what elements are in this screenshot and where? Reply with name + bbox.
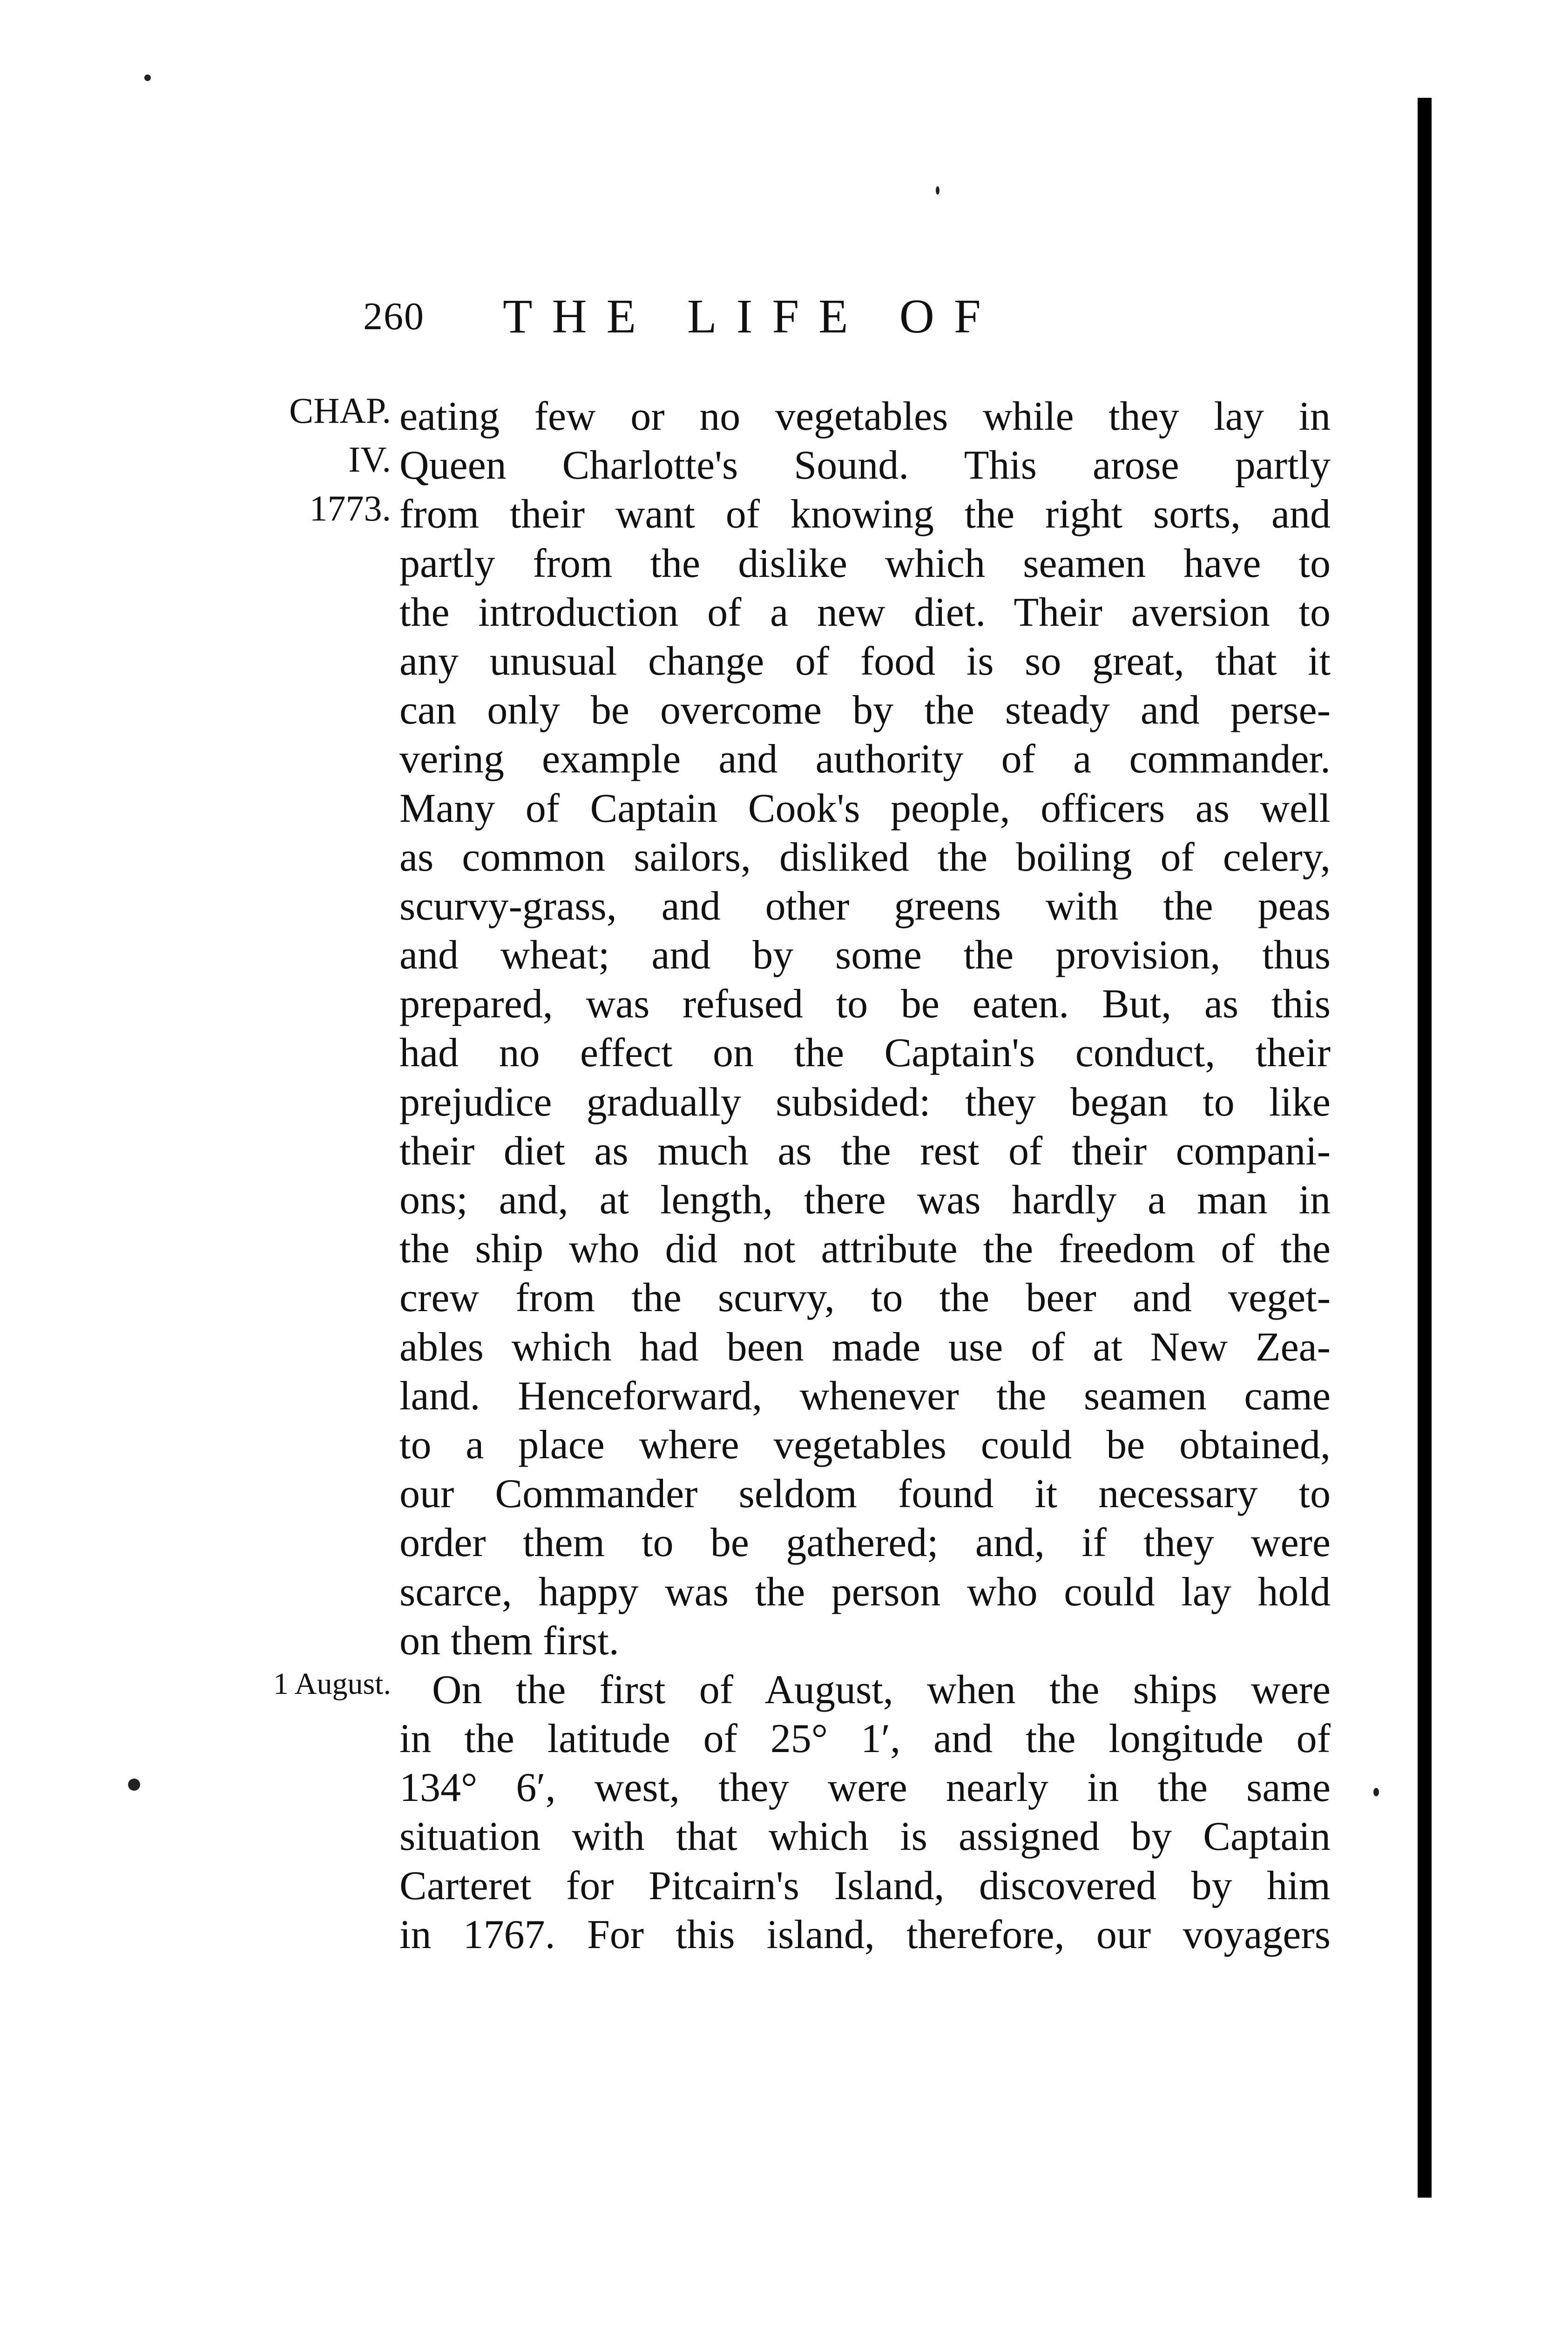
- text-line: vering example and authority of a commander.: [399, 737, 1331, 782]
- text-line: prejudice gradually subsided: they began to like: [399, 1079, 1331, 1125]
- text-line: any unusual change of food is so great, that it: [399, 638, 1331, 684]
- text-line: on them first.: [399, 1618, 619, 1664]
- margin-note-chapter-number: IV.: [348, 439, 391, 480]
- text-line: 134° 6′, west, they were nearly in the same: [399, 1765, 1331, 1811]
- text-line: land. Henceforward, whenever the seamen came: [399, 1373, 1331, 1419]
- text-line: Carteret for Pitcairn's Island, discovered by him: [399, 1863, 1331, 1908]
- text-line: the ship who did not attribute the freedom of the: [399, 1226, 1331, 1272]
- ink-speck: [128, 1779, 140, 1791]
- text-line: situation with that which is assigned by Captain: [399, 1814, 1331, 1860]
- text-line: scurvy-grass, and other greens with the peas: [399, 883, 1331, 929]
- text-line: crew from the scurvy, to the beer and veget-: [399, 1275, 1331, 1321]
- text-line: eating few or no vegetables while they lay in: [399, 394, 1331, 439]
- page-number: 260: [363, 295, 425, 338]
- text-line: order them to be gathered; and, if they were: [399, 1520, 1331, 1566]
- running-head: [363, 289, 1248, 345]
- margin-note-date: 1 August.: [273, 1667, 391, 1701]
- ink-speck: [936, 186, 939, 195]
- text-line: and wheat; and by some the provision, thus: [399, 933, 1331, 978]
- text-line: had no effect on the Captain's conduct, their: [399, 1030, 1331, 1076]
- text-line: our Commander seldom found it necessary to: [399, 1471, 1331, 1517]
- body-text: [399, 392, 1331, 1959]
- text-line: from their want of knowing the right sorts, and: [399, 492, 1331, 537]
- text-line: Many of Captain Cook's people, officers as well: [399, 785, 1331, 831]
- text-line: their diet as much as the rest of their compani-: [399, 1128, 1331, 1174]
- text-line: ons; and, at length, there was hardly a man in: [399, 1178, 1331, 1223]
- text-line: Queen Charlotte's Sound. This arose partly: [399, 443, 1331, 488]
- text-line: in the latitude of 25° 1′, and the longitude of: [399, 1716, 1331, 1762]
- text-line: in 1767. For this island, therefore, our voyagers: [399, 1912, 1331, 1957]
- text-line: the introduction of a new diet. Their aversion to: [399, 589, 1331, 635]
- margin-note-year: 1773.: [309, 488, 391, 528]
- text-line: ables which had been made use of at New Zea-: [399, 1324, 1331, 1370]
- ink-speck: [144, 74, 151, 81]
- text-line: scarce, happy was the person who could lay hold: [399, 1569, 1331, 1615]
- text-line: as common sailors, disliked the boiling of celery,: [399, 834, 1331, 880]
- text-line: prepared, was refused to be eaten. But, as this: [399, 981, 1331, 1027]
- text-line: partly from the dislike which seamen have to: [399, 541, 1331, 586]
- running-title: THE LIFE OF: [503, 290, 1000, 343]
- page-edge-shadow: [1418, 98, 1432, 2198]
- text-line: to a place where vegetables could be obtained,: [399, 1422, 1331, 1468]
- paragraph-start-line: On the first of August, when the ships were: [432, 1667, 1331, 1712]
- text-line: can only be overcome by the steady and perse-: [399, 688, 1331, 733]
- margin-note-chapter: CHAP.: [289, 390, 391, 431]
- ink-speck: [1373, 1788, 1379, 1796]
